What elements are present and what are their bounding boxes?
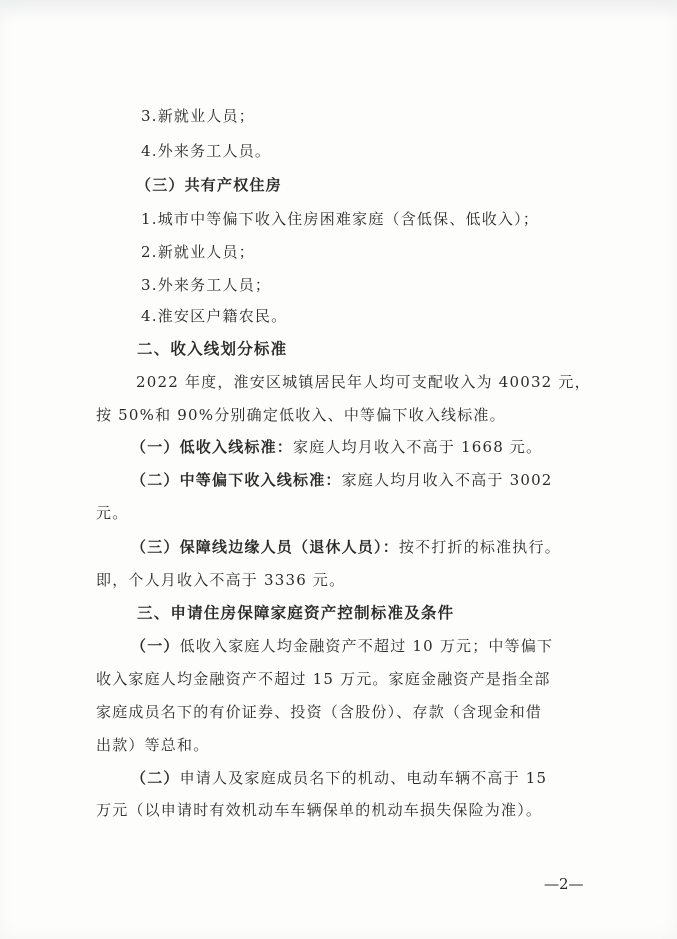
paragraph-line: 按 50%和 90%分别确定低收入、中等偏下收入线标准。 [96,406,506,424]
clause-text: 低收入家庭人均金融资产不超过 10 万元；中等偏下 [179,637,554,655]
paragraph-line [131,470,553,490]
clause-text: 申请人及家庭成员名下的机动、电动车辆不高于 15 [179,769,548,787]
paragraph-line: 家庭成员名下的有价证券、投资（含股份）、存款（含现金和借 [96,703,543,721]
paragraph-line [131,636,553,656]
section-heading: 三、申请住房保障家庭资产控制标准及条件 [137,604,455,622]
list-item: 2.新就业人员； [141,243,255,261]
list-item: 1.城市中等偏下收入住房困难家庭（含低保、低收入）； [141,210,540,228]
subsection-heading: （三）共有产权住房 [136,176,282,194]
section-heading: 二、收入线划分标准 [137,340,288,358]
list-item: 3.新就业人员； [141,107,255,125]
paragraph-line: 收入家庭人均金融资产不超过 15 万元。家庭金融资产是指全部 [96,670,551,688]
clause-label: （二） [131,769,180,787]
clause-label: （一） [131,637,180,655]
paragraph-line [131,537,561,557]
scan-top-edge [0,0,677,22]
paragraph-line [131,437,542,457]
clause-text: 按不打折的标准执行。 [398,538,561,556]
paragraph-line: 2022 年度，淮安区城镇居民年人均可支配收入为 40032 元， [136,373,591,391]
clause-label: （二）中等偏下收入线标准： [131,471,342,489]
clause-text: 家庭人均月收入不高于 3002 [341,471,553,489]
paragraph-line: 元。 [96,504,129,522]
page-number: —2— [544,875,584,893]
paragraph-line: 万元（以申请时有效机动车车辆保单的机动车损失保险为准）。 [96,801,543,819]
list-item: 4.外来务工人员。 [141,142,272,160]
paragraph-line: 出款）等总和。 [96,736,210,754]
list-item: 3.外来务工人员； [141,276,272,294]
paragraph-line: 即，个人月收入不高于 3336 元。 [96,571,346,589]
clause-label: （三）保障线边缘人员（退休人员）： [131,538,399,556]
paragraph-line [131,768,547,788]
list-item: 4.淮安区户籍农民。 [141,307,288,325]
clause-label: （一）低收入线标准： [131,438,294,456]
clause-text: 家庭人均月收入不高于 1668 元。 [293,438,543,456]
